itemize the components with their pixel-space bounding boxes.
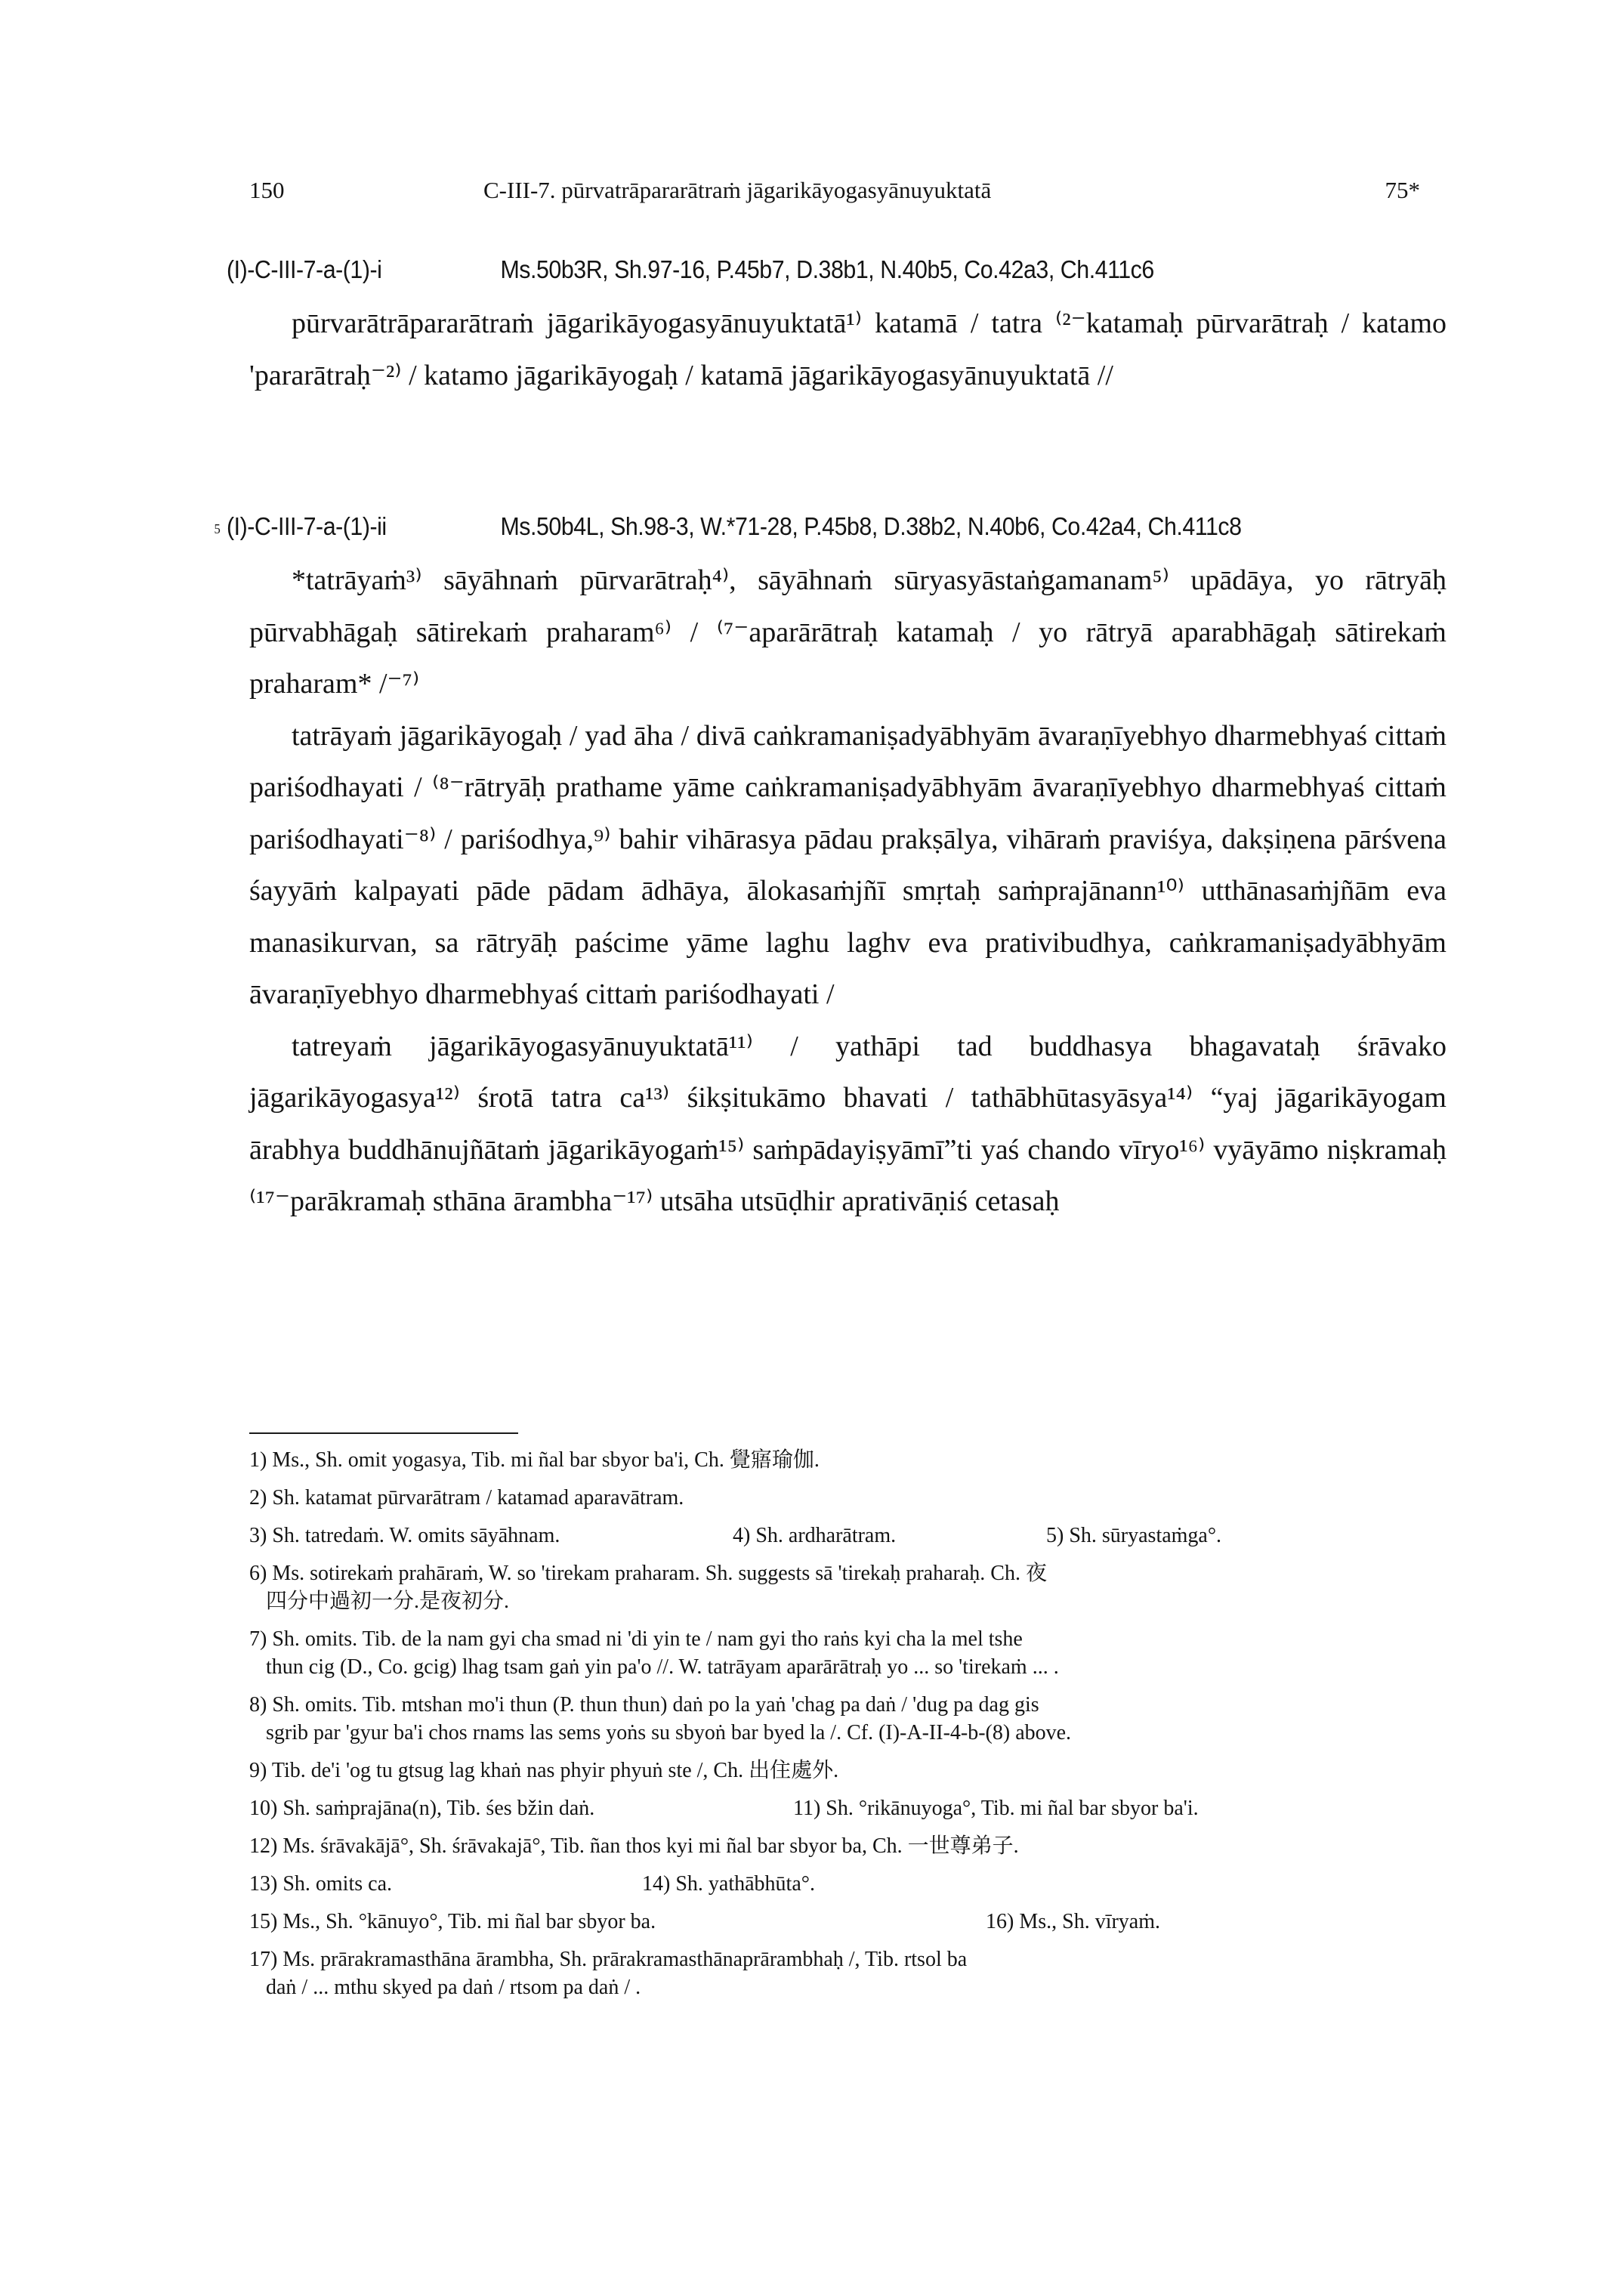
footnote-text: Sh. omits. Tib. mtshan mo'i thun (P. thun thun) daṅ po la yaṅ 'chag pa daṅ / 'dug pa dag gis: [272, 1693, 1039, 1717]
section-id: (I)-C-III-7-a-(1)-ii: [227, 512, 387, 540]
footnote: [249, 1625, 1428, 1681]
footnote-text: Sh. katamat pūrvarātram / katamad aparavātram.: [272, 1486, 684, 1510]
footnote-number: 10): [249, 1797, 278, 1820]
footnote-text: Ms. śrāvakājā°, Sh. śrāvakajā°, Tib. ñan thos kyi mi ñal bar sbyor ba, Ch. 一世尊弟子.: [283, 1834, 1019, 1858]
footnote-continuation: sgrib par 'gyur ba'i chos rnams las sems yoṅs su sbyoṅ bar byed la /. Cf. (I)-A-II-4-b-(8) above.: [266, 1721, 1072, 1744]
folio-number: 75*: [1385, 177, 1420, 203]
footnote-number: 2): [249, 1486, 267, 1510]
line-number-marker: 5: [214, 521, 221, 536]
page-number: 150: [249, 177, 285, 203]
footnote: [249, 1945, 1428, 2001]
footnote-number: 14): [642, 1872, 671, 1896]
footnote: [249, 1446, 1428, 1474]
paragraph: pūrvarātrāpararātraṁ jāgarikāyogasyānuyuktatā¹⁾ katamā / tatra ⁽²⁻katamaḥ pūrvarātraḥ / katamo 'pararātraḥ⁻²⁾ / katamo jāgarikāyogaḥ / katamā jāgarikāyogasyānuyuktatā //: [249, 307, 1446, 391]
footnote-text: Sh. yathābhūta°.: [675, 1872, 815, 1896]
footnote-text: Ms., Sh. °kānuyo°, Tib. mi ñal bar sbyor ba.: [283, 1910, 656, 1933]
footnote-number: 4): [733, 1524, 751, 1547]
running-head: [249, 177, 1420, 207]
paragraph: *tatrāyaṁ³⁾ sāyāhnaṁ pūrvarātraḥ⁴⁾, sāyāhnaṁ sūryasyāstaṅgamanam⁵⁾ upādāya, yo rātryāḥ pūrvabhāgaḥ sātirekaṁ praharam⁶⁾ / ⁽⁷⁻aparārātraḥ katamaḥ / yo rātryā aparabhāgaḥ sātirekaṁ praharam* /⁻⁷⁾: [249, 564, 1446, 700]
footnote: [249, 1691, 1428, 1747]
paragraph: tatrāyaṁ jāgarikāyogaḥ / yad āha / divā caṅkramaniṣadyābhyām āvaraṇīyebhyo dharmebhyaś cittaṁ pariśodhayati / ⁽⁸⁻rātryāḥ prathame yāme caṅkramaniṣadyābhyām āvaraṇīyebhyo dharmebhyaś cittaṁ pariśodhayati⁻⁸⁾ / pariśodhya,⁹⁾ bahir vihārasya pādau prakṣālya, vihāraṁ praviśya, dakṣiṇena pārśvena śayyāṁ kalpayati pāde pādam ādhāya, ālokasaṁjñī smṛtaḥ saṁprajānann¹⁰⁾ utthānasaṁjñām eva manasikurvan, sa rātryāḥ paścime yāme laghu laghv eva prativibudhya, caṅkramaniṣadyābhyām āvaraṇīyebhyo dharmebhyaś cittaṁ pariśodhayati /: [249, 719, 1446, 1010]
footnote: [249, 1757, 1428, 1785]
footnote-continuation: thun cig (D., Co. gcig) lhag tsam gaṅ yin pa'o //. W. tatrāyam aparārātraḥ yo ... so 'tirekaṁ ... .: [266, 1655, 1059, 1679]
footnote-text: Ms. sotirekaṁ prahāraṁ, W. so 'tirekam praharam. Sh. suggests sā 'tirekaḥ praharaḥ. Ch. 夜: [272, 1562, 1047, 1585]
footnote-number: 6): [249, 1562, 267, 1585]
footnote-number: 1): [249, 1448, 267, 1472]
footnote-number: 17): [249, 1948, 278, 1971]
footnote-number: 16): [986, 1910, 1014, 1933]
footnote-number: 12): [249, 1834, 278, 1858]
footnote-number: 13): [249, 1872, 278, 1896]
footnote: [249, 1794, 1428, 1822]
section-references: Ms.50b4L, Sh.98-3, W.*71-28, P.45b8, D.38b2, N.40b6, Co.42a4, Ch.411c8: [500, 512, 1242, 540]
section-body: [249, 555, 1446, 1228]
footnote-continuation: 四分中過初一分.是夜初分.: [266, 1590, 510, 1613]
section-header: [227, 255, 1352, 298]
footnote-text: Sh. tatredaṁ. W. omits sāyāhnam.: [272, 1524, 560, 1547]
section-header: [214, 512, 1352, 555]
footnote-text: Sh. omits ca.: [283, 1872, 392, 1896]
footnote-text: Ms. prārakramasthāna ārambha, Sh. prārakramasthānaprārambhaḥ /, Tib. rtsol ba: [283, 1948, 968, 1971]
footnote: [249, 1908, 1428, 1936]
footnote-text: Ms., Sh. vīryaṁ.: [1019, 1910, 1161, 1933]
footnote-number: 15): [249, 1910, 278, 1933]
footnote-continuation: daṅ / ... mthu skyed pa daṅ / rtsom pa daṅ / .: [266, 1976, 641, 1999]
footnote-text: Sh. sūryastaṁga°.: [1069, 1524, 1222, 1547]
footnote: [249, 1522, 1428, 1550]
footnote-number: 5): [1046, 1524, 1064, 1547]
footnote-number: 11): [793, 1797, 821, 1820]
section-2: [214, 512, 1450, 1228]
section-references: Ms.50b3R, Sh.97-16, P.45b7, D.38b1, N.40b5, Co.42a3, Ch.411c6: [500, 255, 1154, 283]
footnote-text: Sh. °rikānuyoga°, Tib. mi ñal bar sbyor ba'i.: [826, 1797, 1199, 1820]
footnote-rule: [249, 1432, 518, 1434]
footnote: [249, 1870, 1428, 1898]
section-body: [249, 298, 1446, 401]
footnote-text: Tib. de'i 'og tu gtsug lag khaṅ nas phyir phyuṅ ste /, Ch. 出住處外.: [271, 1759, 839, 1782]
footnote-number: 8): [249, 1693, 267, 1717]
footnote: [249, 1832, 1428, 1860]
footnote-number: 7): [249, 1627, 267, 1651]
running-title: C-III-7. pūrvatrāpararātraṁ jāgarikāyogasyānuyuktatā: [483, 177, 992, 203]
footnote: [249, 1484, 1428, 1512]
footnotes: [249, 1446, 1428, 2011]
section-1: [227, 255, 1450, 401]
footnote-text: Sh. ardharātram.: [755, 1524, 897, 1547]
footnote-number: 9): [249, 1759, 267, 1782]
footnote-text: Sh. omits. Tib. de la nam gyi cha smad ni 'di yin te / nam gyi tho raṅs kyi cha la mel tshe: [272, 1627, 1023, 1651]
footnote: [249, 1559, 1428, 1615]
footnote-text: Ms., Sh. omit yogasya, Tib. mi ñal bar sbyor ba'i, Ch. 覺寤瑜伽.: [272, 1448, 820, 1472]
footnote-number: 3): [249, 1524, 267, 1547]
section-id: (I)-C-III-7-a-(1)-i: [227, 255, 382, 283]
paragraph: tatreyaṁ jāgarikāyogasyānuyuktatā¹¹⁾ / yathāpi tad buddhasya bhagavataḥ śrāvako jāgarikāyogasya¹²⁾ śrotā tatra ca¹³⁾ śikṣitukāmo bhavati / tathābhūtasyāsya¹⁴⁾ “yaj jāgarikāyogam ārabhya buddhānujñātaṁ jāgarikāyogaṁ¹⁵⁾ saṁpādayiṣyāmī”ti yaś chando vīryo¹⁶⁾ vyāyāmo niṣkramaḥ ⁽¹⁷⁻parākramaḥ sthāna ārambha⁻¹⁷⁾ utsāha utsūḍhir aprativāṇiś cetasaḥ: [249, 1030, 1446, 1217]
footnote-text: Sh. saṁprajāna(n), Tib. śes bžin daṅ.: [283, 1797, 595, 1820]
